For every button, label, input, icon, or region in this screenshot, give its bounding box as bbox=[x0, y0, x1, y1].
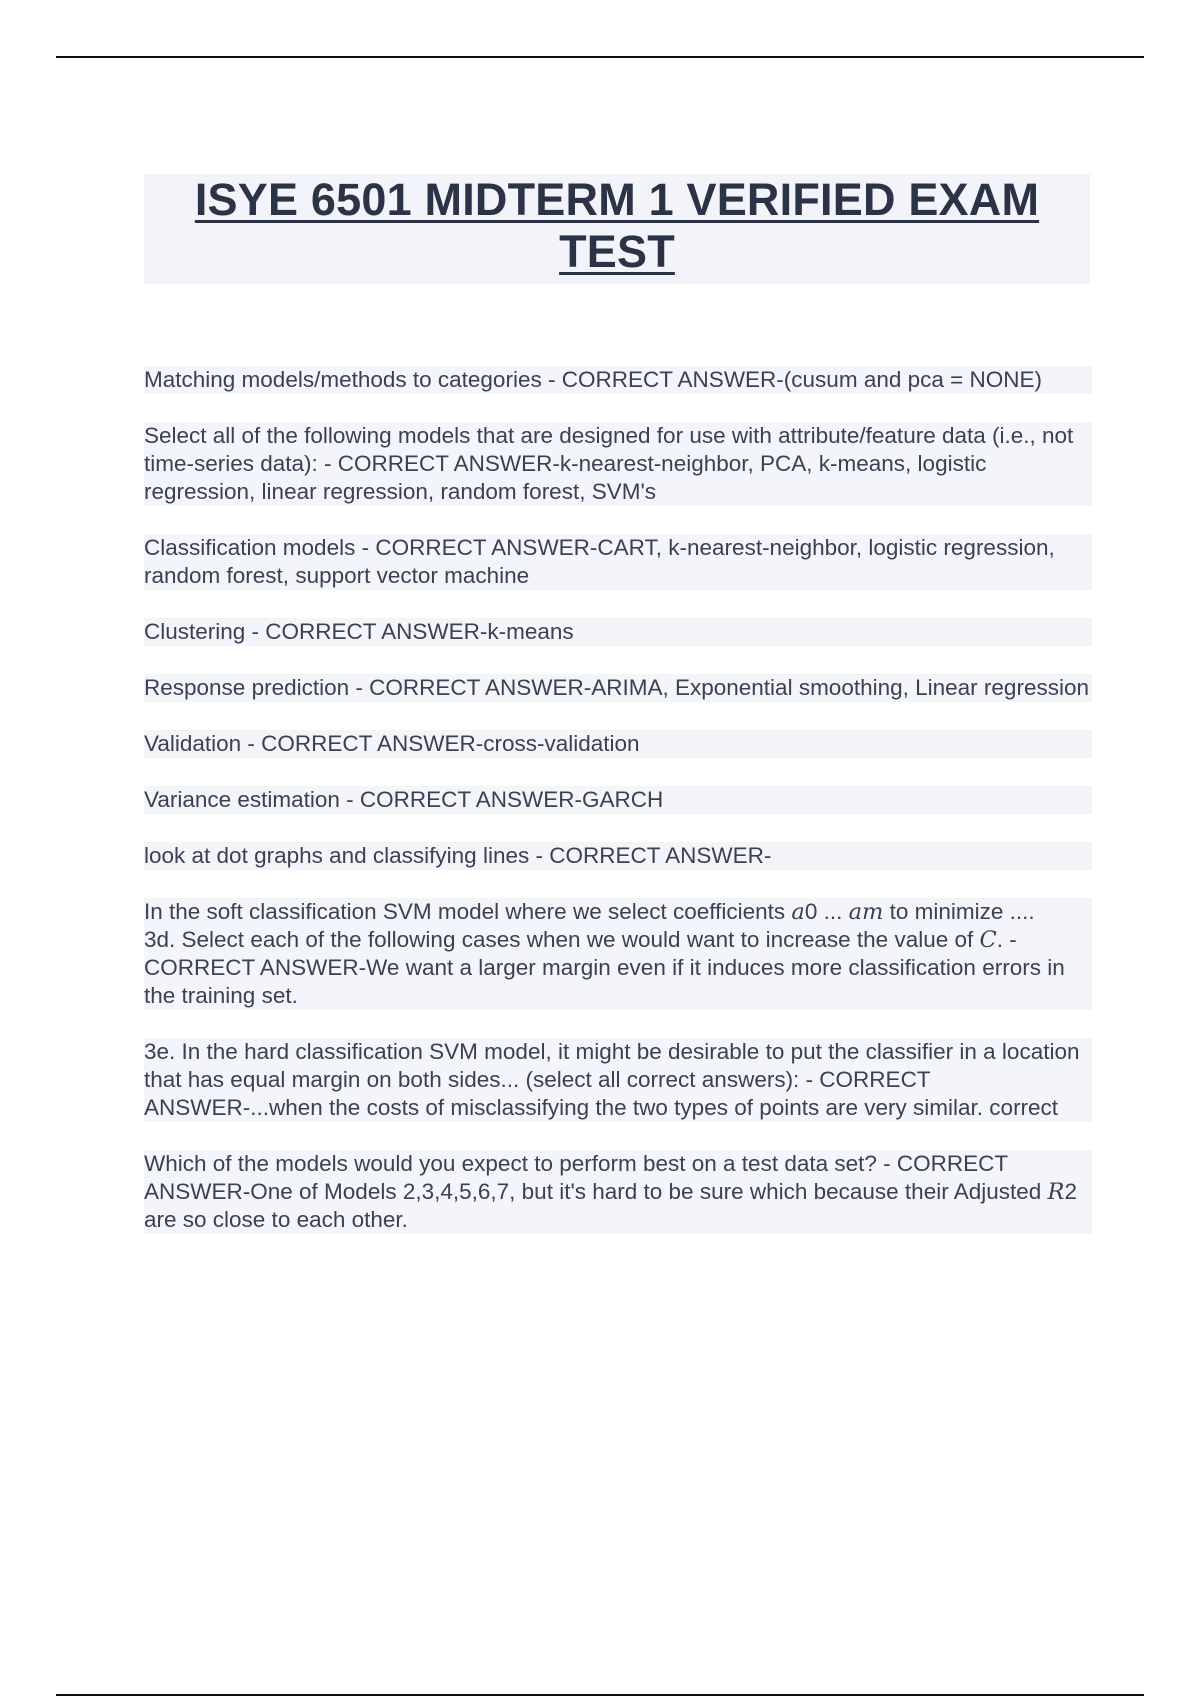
qa-item bbox=[144, 898, 1092, 926]
qa-text-part: . - CORRECT ANSWER-We want a larger margin even if it induces more classification errors in the training set. bbox=[144, 927, 1065, 1008]
header-rule bbox=[56, 56, 1144, 58]
qa-text: Clustering - CORRECT ANSWER-k-means bbox=[144, 619, 574, 644]
qa-text: look at dot graphs and classifying lines - CORRECT ANSWER- bbox=[144, 843, 772, 868]
qa-item bbox=[144, 422, 1092, 506]
qa-text: 3e. In the hard classification SVM model, it might be desirable to put the classifier in a location that has equal margin on both sides... (select all correct answers): - CORRECT ANSWER-...when the costs of misclassifying the two types of points are very similar. correct bbox=[144, 1039, 1080, 1120]
qa-item bbox=[144, 366, 1092, 394]
title-block bbox=[144, 174, 1090, 284]
qa-text-part: 2 are so close to each other. bbox=[144, 1179, 1077, 1232]
qa-item bbox=[144, 842, 1092, 870]
math-symbol: R bbox=[1047, 1179, 1065, 1205]
qa-text-part: Which of the models would you expect to perform best on a test data set? - CORRECT ANSWER-One of Models 2,3,4,5,6,7, but it's hard to be sure which because their Adjusted bbox=[144, 1151, 1048, 1204]
qa-text-part: 0 ... bbox=[804, 899, 849, 924]
document-title-line-1: ISYE 6501 MIDTERM 1 VERIFIED EXAM bbox=[194, 174, 1040, 225]
qa-text: Matching models/methods to categories - CORRECT ANSWER-(cusum and pca = NONE) bbox=[144, 367, 1043, 392]
qa-item bbox=[144, 926, 1092, 1010]
qa-text bbox=[144, 927, 1065, 1008]
qa-text bbox=[144, 899, 1035, 924]
qa-item bbox=[144, 674, 1092, 702]
qa-item bbox=[144, 730, 1092, 758]
qa-text: Validation - CORRECT ANSWER-cross-validation bbox=[144, 731, 640, 756]
qa-text: Select all of the following models that are designed for use with attribute/feature data (i.e., not time-series data): - CORRECT ANSWER-k-nearest-neighbor, PCA, k-means, logistic regression, linear regression, random forest, SVM's bbox=[144, 423, 1074, 504]
qa-item bbox=[144, 1150, 1092, 1234]
qa-text: Classification models - CORRECT ANSWER-CART, k-nearest-neighbor, logistic regression, random forest, support vector machine bbox=[144, 535, 1055, 588]
qa-item bbox=[144, 618, 1092, 646]
qa-text: Response prediction - CORRECT ANSWER-ARIMA, Exponential smoothing, Linear regression bbox=[144, 675, 1089, 700]
qa-text-part: 3d. Select each of the following cases when we would want to increase the value of bbox=[144, 927, 980, 952]
qa-item bbox=[144, 1038, 1092, 1122]
footer-rule bbox=[56, 1694, 1144, 1696]
qa-text-part: In the soft classification SVM model where we select coefficients bbox=[144, 899, 792, 924]
qa-text-part: to minimize .... bbox=[883, 899, 1035, 924]
qa-item bbox=[144, 786, 1092, 814]
math-symbol: a bbox=[791, 899, 805, 925]
qa-item bbox=[144, 534, 1092, 590]
question-answer-list bbox=[144, 366, 1092, 1262]
math-symbol: am bbox=[848, 899, 884, 925]
qa-text bbox=[144, 1151, 1077, 1232]
math-symbol: C bbox=[979, 927, 997, 953]
document-title-line-2: TEST bbox=[559, 226, 675, 277]
qa-text: Variance estimation - CORRECT ANSWER-GARCH bbox=[144, 787, 664, 812]
